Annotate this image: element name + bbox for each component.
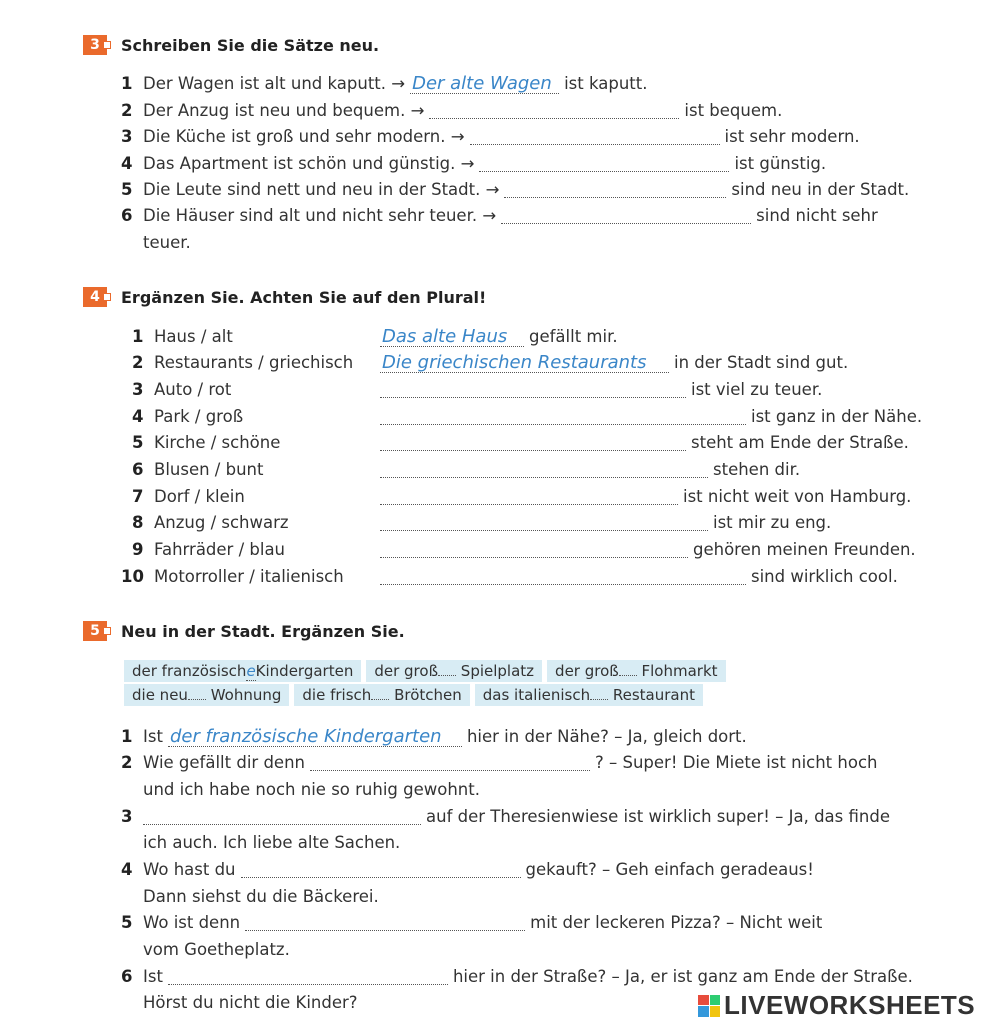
item-cue: Kirche / schöne <box>154 433 281 452</box>
item-number: 1 <box>132 327 144 346</box>
exercise-title: Schreiben Sie die Sätze neu. <box>121 35 380 55</box>
item-number: 4 <box>121 860 133 879</box>
chip-noun: Restaurant <box>612 686 695 704</box>
item-rest: ist viel zu teuer. <box>691 380 823 399</box>
item-number: 1 <box>121 74 133 93</box>
exercise-number-badge: 4 <box>83 287 107 307</box>
chip-ending-field[interactable] <box>438 663 456 676</box>
exercise-5-header <box>83 620 405 642</box>
chip-ending-field[interactable] <box>590 687 608 700</box>
item-number: 8 <box>132 513 144 532</box>
item-rest: ist bequem. <box>684 101 783 120</box>
item-number: 4 <box>121 154 133 173</box>
item-prompt: Das Apartment ist schön und günstig. → <box>143 154 475 173</box>
item-number: 4 <box>132 407 144 426</box>
item-continuation: und ich habe noch nie so ruhig gewohnt. <box>143 780 480 799</box>
item-rest: ist mir zu eng. <box>713 513 832 532</box>
item-rest: sind neu in der Stadt. <box>731 180 910 199</box>
item-prompt: Wie gefällt dir denn <box>143 753 305 772</box>
item-rest: ist kaputt. <box>564 74 648 93</box>
word-chip <box>124 660 361 682</box>
item-rest: hier in der Straße? – Ja, er ist ganz am Ende der Straße. <box>452 967 913 986</box>
ex5-item <box>121 860 814 879</box>
item-number: 6 <box>121 206 133 225</box>
ex4-item <box>121 567 898 586</box>
item-rest: auf der Theresienwiese ist wirklich super! – Ja, das finde <box>426 807 890 826</box>
ex3-item <box>121 180 909 199</box>
item-rest: ist günstig. <box>734 154 827 173</box>
answer-field[interactable] <box>380 570 746 585</box>
answer-field[interactable]: Die griechischen Restaurants <box>380 354 669 373</box>
item-number: 10 <box>121 567 144 586</box>
chip-noun: Wohnung <box>210 686 282 704</box>
item-cue: Anzug / schwarz <box>154 513 289 532</box>
ex4-item <box>132 407 922 426</box>
chip-stem: der französisch <box>132 662 247 680</box>
answer-field[interactable] <box>380 463 708 478</box>
exercise-3-header <box>83 34 379 56</box>
logo-text: LIVEWORKSHEETS <box>724 990 976 1020</box>
item-prompt: Wo hast du <box>143 860 236 879</box>
item-continuation: vom Goetheplatz. <box>143 940 290 959</box>
item-cue: Auto / rot <box>154 380 232 399</box>
chip-ending-field[interactable]: e <box>246 662 256 680</box>
item-continuation: ich auch. Ich liebe alte Sachen. <box>143 833 401 852</box>
item-rest: in der Stadt sind gut. <box>674 353 849 372</box>
exercise-number-badge: 3 <box>83 35 107 55</box>
chip-noun: Flohmarkt <box>641 662 718 680</box>
word-chip <box>547 660 725 682</box>
item-number: 3 <box>132 380 144 399</box>
item-prompt: Der Wagen ist alt und kaputt. → <box>143 74 406 93</box>
chip-ending-field[interactable] <box>619 663 637 676</box>
answer-field[interactable] <box>504 183 726 198</box>
ex4-item <box>132 327 618 347</box>
ex5-item-continuation <box>143 780 480 799</box>
item-rest: ist sehr modern. <box>724 127 860 146</box>
answer-field[interactable]: Der alte Wagen <box>410 75 559 94</box>
ex4-item <box>132 460 800 479</box>
item-cue: Blusen / bunt <box>154 460 264 479</box>
logo-tile-icon <box>698 995 709 1006</box>
answer-field[interactable] <box>380 543 688 558</box>
item-number: 1 <box>121 727 133 746</box>
item-cue: Dorf / klein <box>154 487 245 506</box>
ex5-item <box>121 753 877 772</box>
chip-stem: der groß <box>374 662 439 680</box>
item-rest: ? – Super! Die Miete ist nicht hoch <box>595 753 878 772</box>
item-rest: gekauft? – Geh einfach geradeaus! <box>525 860 814 879</box>
chip-ending-field[interactable] <box>371 687 389 700</box>
answer-field[interactable] <box>380 516 708 531</box>
item-rest: sind nicht sehr <box>756 206 878 225</box>
chip-noun: Kindergarten <box>255 662 354 680</box>
word-box-row <box>124 684 708 706</box>
item-cue: Haus / alt <box>154 327 233 346</box>
liveworksheets-logo[interactable] <box>698 990 975 1021</box>
item-continuation: Dann siehst du die Bäckerei. <box>143 887 379 906</box>
item-number: 9 <box>132 540 144 559</box>
item-cue: Motorroller / italienisch <box>154 567 344 586</box>
ex3-item <box>121 101 782 120</box>
item-prompt: Wo ist denn <box>143 913 241 932</box>
chip-ending-field[interactable] <box>188 687 206 700</box>
ex4-item <box>132 540 916 559</box>
ex5-item <box>121 727 747 747</box>
logo-tile-icon <box>710 1006 721 1017</box>
ex5-item-continuation <box>143 887 379 906</box>
answer-field[interactable] <box>380 410 746 425</box>
ex5-item-continuation <box>143 993 358 1012</box>
item-rest: mit der leckeren Pizza? – Nicht weit <box>530 913 823 932</box>
chip-stem: der groß <box>555 662 619 680</box>
answer-field[interactable] <box>380 383 686 398</box>
answer-field[interactable] <box>470 130 720 145</box>
exercise-number-badge: 5 <box>83 621 107 641</box>
item-continuation: Hörst du nicht die Kinder? <box>143 993 358 1012</box>
answer-field[interactable]: Das alte Haus <box>380 328 524 347</box>
item-rest: ist nicht weit von Hamburg. <box>683 487 912 506</box>
answer-field[interactable] <box>241 863 521 878</box>
chip-stem: die frisch <box>302 686 372 704</box>
item-prompt: Die Leute sind nett und neu in der Stadt. → <box>143 180 500 199</box>
item-number: 2 <box>121 753 133 772</box>
ex3-item <box>121 154 826 173</box>
answer-field[interactable] <box>479 157 729 172</box>
answer-field[interactable] <box>380 436 686 451</box>
ex3-item <box>121 127 860 146</box>
item-rest: hier in der Nähe? – Ja, gleich dort. <box>466 727 747 746</box>
item-prompt: Ist <box>143 727 163 746</box>
answer-field[interactable] <box>429 104 679 119</box>
exercise-title: Ergänzen Sie. Achten Sie auf den Plural! <box>121 287 487 307</box>
ex4-item <box>132 513 831 532</box>
word-chip <box>366 660 542 682</box>
chip-stem: das italienisch <box>482 686 591 704</box>
word-chip <box>294 684 469 706</box>
answer-field[interactable] <box>168 970 448 985</box>
word-chip <box>475 684 703 706</box>
answer-field[interactable] <box>310 756 590 771</box>
ex3-item <box>121 206 878 225</box>
item-number: 3 <box>121 807 133 826</box>
ex5-item <box>121 967 913 986</box>
answer-field[interactable] <box>501 209 751 224</box>
item-prompt: Ist <box>143 967 163 986</box>
ex4-item <box>132 380 822 399</box>
item-cue: Fahrräder / blau <box>154 540 286 559</box>
logo-tile-icon <box>698 1006 709 1017</box>
item-rest: gefällt mir. <box>529 327 618 346</box>
answer-field[interactable] <box>245 916 525 931</box>
item-number: 6 <box>121 967 133 986</box>
ex5-item <box>121 807 890 826</box>
item-number: 3 <box>121 127 133 146</box>
ex5-item-continuation <box>143 940 290 959</box>
item-rest: steht am Ende der Straße. <box>691 433 909 452</box>
chip-noun: Spielplatz <box>460 662 535 680</box>
item-rest: ist ganz in der Nähe. <box>751 407 923 426</box>
item-cue: Restaurants / griechisch <box>154 353 354 372</box>
word-box-row <box>124 660 731 682</box>
logo-icon <box>698 995 720 1017</box>
ex5-item <box>121 913 822 932</box>
item-number: 5 <box>132 433 144 452</box>
item-number: 2 <box>121 101 133 120</box>
item-number: 2 <box>132 353 144 372</box>
item-number: 6 <box>132 460 144 479</box>
item-cue: Park / groß <box>154 407 244 426</box>
ex3-item-continuation <box>143 233 191 252</box>
ex4-item <box>132 353 848 373</box>
ex3-item <box>121 74 647 94</box>
exercise-4-header <box>83 286 486 308</box>
ex5-item-continuation <box>143 833 400 852</box>
item-prompt: Die Häuser sind alt und nicht sehr teuer. → <box>143 206 497 225</box>
answer-field[interactable] <box>380 490 678 505</box>
item-prompt: Die Küche ist groß und sehr modern. → <box>143 127 465 146</box>
logo-tile-icon <box>710 995 721 1006</box>
item-prompt: Der Anzug ist neu und bequem. → <box>143 101 425 120</box>
item-number: 5 <box>121 180 133 199</box>
ex4-item <box>132 487 911 506</box>
chip-stem: die neu <box>132 686 188 704</box>
answer-field[interactable] <box>143 810 421 825</box>
item-continuation: teuer. <box>143 233 191 252</box>
item-rest: gehören meinen Freunden. <box>693 540 916 559</box>
item-number: 7 <box>132 487 144 506</box>
item-rest: sind wirklich cool. <box>751 567 898 586</box>
answer-field[interactable]: der französische Kindergarten <box>168 728 462 747</box>
item-number: 5 <box>121 913 133 932</box>
exercise-title: Neu in der Stadt. Ergänzen Sie. <box>121 621 405 641</box>
word-chip <box>124 684 289 706</box>
chip-noun: Brötchen <box>394 686 462 704</box>
ex4-item <box>132 433 909 452</box>
item-rest: stehen dir. <box>713 460 801 479</box>
